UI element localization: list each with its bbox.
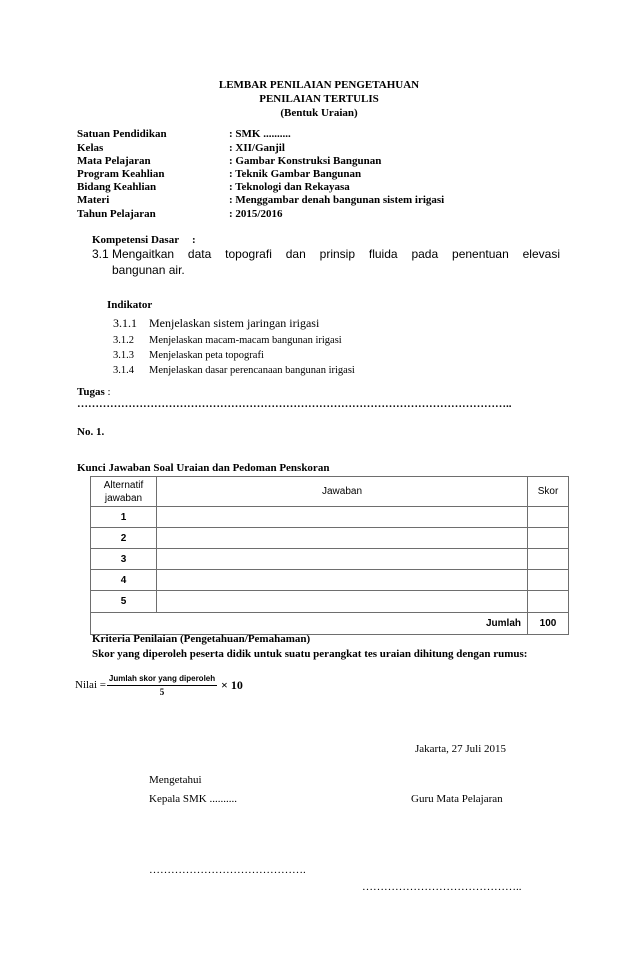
identity-value: : Gambar Konstruksi Bangunan <box>229 155 382 167</box>
header-alternative-line-1: Alternatif <box>103 479 144 491</box>
principal-label: Kepala SMK .......... <box>149 793 237 805</box>
kompetensi-text-line-2: bangunan air. <box>112 263 185 277</box>
indikator-number: 3.1.4 <box>113 365 134 376</box>
kompetensi-number: 3.1 <box>92 247 109 261</box>
identity-label: Bidang Keahlian <box>77 181 157 193</box>
formula-multiplier: × 10 <box>221 678 243 692</box>
place-date: Jakarta, 27 Juli 2015 <box>415 743 507 755</box>
identity-label: Satuan Pendidikan <box>77 128 167 140</box>
tugas-label: Tugas <box>77 386 105 398</box>
indikator-text: Menjelaskan peta topografi <box>149 350 264 361</box>
identity-label: Kelas <box>77 142 104 154</box>
criteria-text: Skor yang diperoleh peserta didik untuk suatu perangkat tes uraian dihitung dengan rumus: <box>92 648 528 660</box>
identity-label: Materi <box>77 194 110 206</box>
row-score-cell <box>528 507 569 528</box>
identity-value: : Menggambar denah bangunan sistem irigasi <box>229 194 445 206</box>
answer-key-title: Kunci Jawaban Soal Uraian dan Pedoman Penskoran <box>77 462 330 474</box>
formula-prefix: Nilai = <box>75 679 106 691</box>
row-score-cell <box>528 528 569 549</box>
title-line-2: PENILAIAN TERTULIS <box>259 93 379 105</box>
row-alternative: 5 <box>91 591 157 613</box>
header-score: Skor <box>528 477 569 507</box>
indikator-label: Indikator <box>107 299 153 311</box>
total-label: Jumlah <box>91 613 528 635</box>
row-answer-cell <box>157 507 528 528</box>
header-alternative-line-2: jawaban <box>104 492 143 504</box>
row-score-cell <box>528 591 569 613</box>
row-alternative: 1 <box>91 507 157 528</box>
row-answer-cell <box>157 591 528 613</box>
row-alternative: 2 <box>91 528 157 549</box>
identity-label: Mata Pelajaran <box>77 155 151 167</box>
row-answer-cell <box>157 570 528 591</box>
identity-label: Tahun Pelajaran <box>77 208 156 220</box>
table-row <box>91 528 569 549</box>
header-answer: Jawaban <box>157 477 528 507</box>
header-alternative <box>91 477 157 507</box>
indikator-text: Menjelaskan macam-macam bangunan irigasi <box>149 335 342 346</box>
question-number: No. 1. <box>77 426 105 438</box>
indikator-number: 3.1.2 <box>113 335 134 346</box>
row-answer-cell <box>157 549 528 570</box>
formula-denominator: 5 <box>159 687 165 697</box>
kompetensi-colon: : <box>192 234 196 246</box>
formula-numerator: Jumlah skor yang diperoleh <box>108 674 216 683</box>
indikator-text: Menjelaskan sistem jaringan irigasi <box>149 316 320 330</box>
table-row <box>91 507 569 528</box>
indikator-number: 3.1.3 <box>113 350 134 361</box>
acknowledge-label: Mengetahui <box>149 774 202 786</box>
identity-value: : 2015/2016 <box>229 208 283 220</box>
identity-value: : Teknologi dan Rekayasa <box>229 181 350 193</box>
identity-value: : XII/Ganjil <box>229 142 285 154</box>
identity-label: Program Keahlian <box>77 168 165 180</box>
total-value: 100 <box>528 613 569 635</box>
tugas-answer-line: ……………………………………………………………………………………………………….. <box>77 398 512 410</box>
table-row <box>91 549 569 570</box>
row-score-cell <box>528 570 569 591</box>
tugas-colon: : <box>107 386 111 398</box>
row-alternative: 4 <box>91 570 157 591</box>
teacher-label: Guru Mata Pelajaran <box>411 793 503 805</box>
title-line-1: LEMBAR PENILAIAN PENGETAHUAN <box>218 79 420 91</box>
identity-value: : Teknik Gambar Bangunan <box>229 168 362 180</box>
criteria-title: Kriteria Penilaian (Pengetahuan/Pemahaman) <box>92 633 311 645</box>
row-alternative: 3 <box>91 549 157 570</box>
indikator-text: Menjelaskan dasar perencanaan bangunan irigasi <box>149 365 355 376</box>
table-row <box>91 591 569 613</box>
kompetensi-label: Kompetensi Dasar <box>92 234 180 246</box>
formula-fraction-line <box>107 685 217 686</box>
indikator-number: 3.1.1 <box>113 316 137 330</box>
identity-value: : SMK .......... <box>229 128 291 140</box>
kompetensi-text-line-1: Mengaitkan data topografi dan prinsip fluida pada penentuan elevasi <box>112 247 560 261</box>
title-line-3: (Bentuk Uraian) <box>280 107 358 119</box>
scoring-table <box>90 476 569 635</box>
teacher-signature-line: …………………………………….. <box>362 881 522 893</box>
principal-signature-line: ……………………………………. <box>149 864 306 876</box>
table-row <box>91 570 569 591</box>
row-score-cell <box>528 549 569 570</box>
row-answer-cell <box>157 528 528 549</box>
table-header-row <box>91 477 569 507</box>
table-total-row <box>91 613 569 635</box>
